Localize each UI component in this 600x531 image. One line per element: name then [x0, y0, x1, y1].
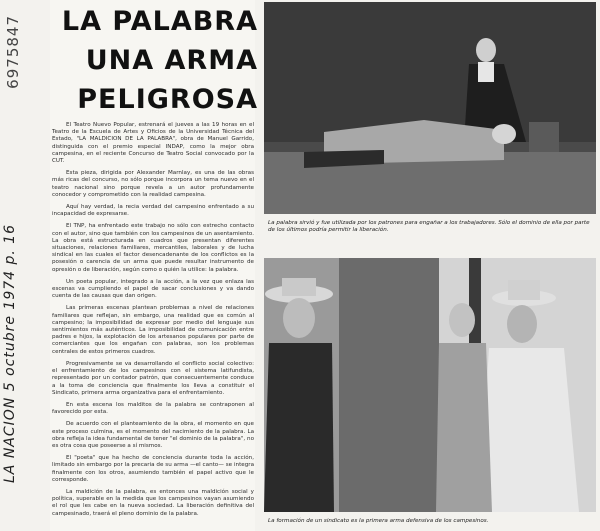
headline-line-3: PELIGROSA — [77, 84, 258, 115]
headline-line-1: LA PALABRA — [61, 6, 258, 37]
paragraph: El Teatro Nuevo Popular, estrenará el jueves a las 19 horas en el Teatro de la Escuela de Artes y Oficios de la Universidad Técnica del Estado, "LA MALDICION DE LA PALABRA", obra de Manuel Garrido, distinguida con el premio especial INDAP, como la mejor obra campesina, en el reciente Concurso de Teatro Social convocado por la CUT. — [52, 122, 254, 165]
paragraph: La maldición de la palabra, es entonces una maldición social y política, superable en la medida que los campesinos vayan asumiendo el rol que les cabe en la nueva sociedad. La liberación definitiva del campesinado, traerá el pleno dominio de la palabra. — [52, 488, 254, 517]
headline — [58, 2, 258, 119]
paragraph: El TNP, ha enfrentado este trabajo no sólo con estrecho contacto con el autor, sino que también con los campesinos de un asentamiento. La obra está estructurada en cuadros que presentan diferentes situaciones, relaciones familiares, mercantiles, laborales y de lucha sindical en las cuales el factor desencadenante de los conflictos es la posesión o carencia de un arma que puede resultar instrumento de opresión o de liberación, según como o quién la utilice: la palabra. — [52, 223, 254, 273]
paragraph: Progresivamente se va desarrollando el conflicto social colectivo: el enfrentamiento de los campesinos con el sistema latifundista, representado por un contador patrón, que consecuentemente conduce a la toma de conciencia que finalmente los lleva a constituir el Sindicato, primera arma organizativa para el enfrentamiento. — [52, 360, 254, 396]
bottom-photo-caption-text: La formación de un sindicato es la primera arma defensiva de los campesinos. — [268, 518, 489, 524]
paragraph: Un poeta popular, integrado a la acción, a la vez que enlaza las escenas va cumpliendo el papel de sacar conclusiones y va dando cuenta de las causas que dan origen. — [52, 278, 254, 300]
paragraph: De acuerdo con el planteamiento de la obra, el momento en que este proceso culmina, es el momento del nacimiento de la palabra. La obra refleja la idea fundamental de tener "el dominio de la palabra", no es otra cosa que poseerse a sí mismos. — [52, 421, 254, 449]
stage-photo-bottom — [264, 258, 596, 512]
stage-scene-illustration — [264, 2, 596, 214]
paragraph: Las primeras escenas plantean problemas a nivel de relaciones familiares que reflejan, sin embargo, una realidad que es común al campesino; la imposibilidad de expresar por medio del lenguaje sus sentimientos más auténticos. La imposibilidad de comunicación entre padres e hijos, la explotación de los artesanos populares por parte de comerciantes que los engañan con palabras, son los problemas centrales de estos primeros cuadros. — [52, 305, 254, 355]
archive-id: 6975847 — [4, 15, 22, 89]
paragraph: Aquí hay verdad, la recia verdad del campesino enfrentado a su incapacidad de expresarse. — [52, 204, 254, 218]
article-body — [52, 122, 254, 523]
publication-date: LA NACION 5 octubre 1974 p. 16 — [2, 223, 18, 483]
article-column — [50, 0, 258, 531]
paragraph: El "poeta" que ha hecho de conciencia durante toda la acción, limitado sin embargo por la precaria de su arma —el canto— se integra finalmente con los otros, asumiendo también el papel activo que le corresponde. — [52, 455, 254, 483]
bottom-photo-caption — [268, 518, 594, 525]
paragraph: Esta pieza, dirigida por Alexander Marnlay, es una de las obras más ricas del concurso, no sólo porque incorpora un tema nuevo en el teatro nacional sino porque revela a un autor profundamente conocedor y comprometido con la realidad campesina. — [52, 170, 254, 198]
headline-line-2: UNA ARMA — [85, 45, 258, 76]
paragraph: En esta escena los malditos de la palabra se contraponen al favorecido por esta. — [52, 401, 254, 416]
top-photo-caption — [268, 220, 594, 234]
stage-photo-top — [264, 2, 596, 214]
handwritten-margin — [2, 5, 24, 526]
campesinos-scene-illustration — [264, 258, 596, 512]
top-photo-caption-text: La palabra sirvió y fue utilizada por los patrones para engañar a los trabajadores. Sólo el dominio de ella por parte de los últimos podría permitir la liberación. — [268, 220, 590, 233]
